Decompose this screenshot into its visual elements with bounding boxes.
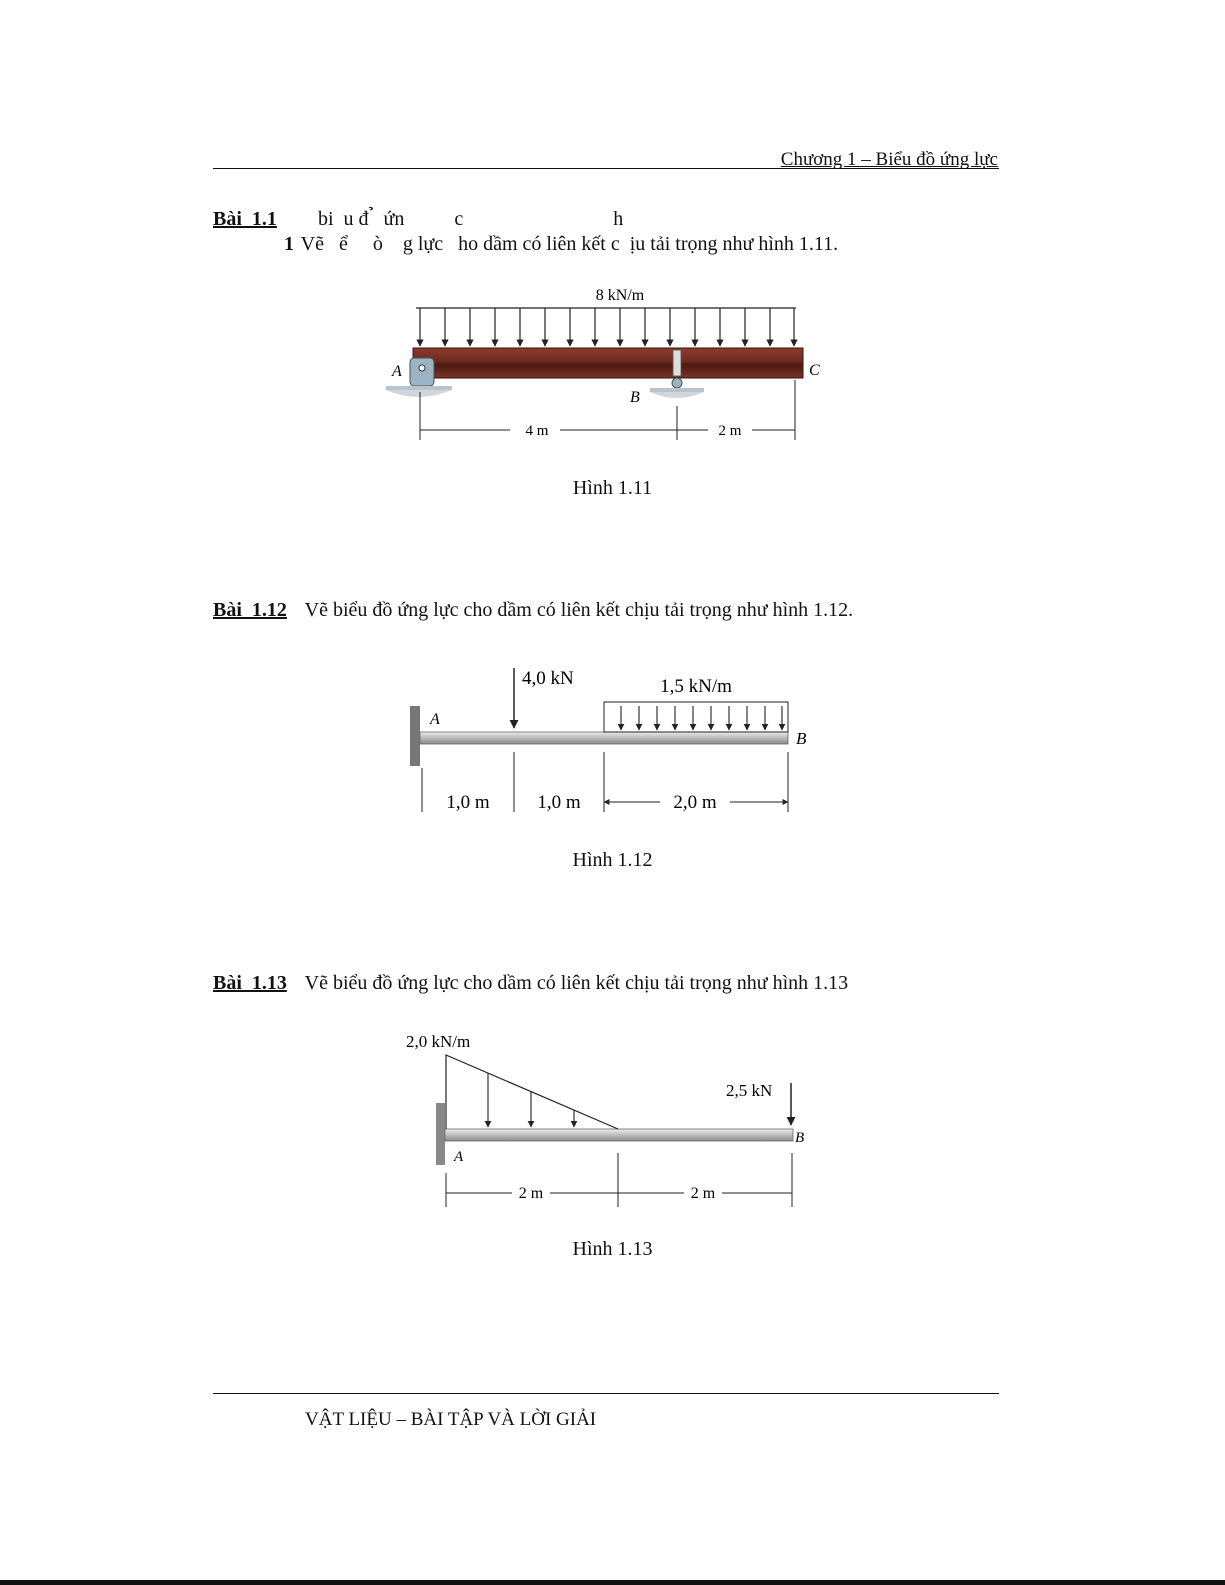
dim-label: 2 m [718,423,742,439]
tri-load-label: 2,0 kN/m [406,1032,471,1051]
problem-number: 1 [284,233,294,255]
figure-1-12 [400,660,840,825]
dim-label: 2 m [518,1185,544,1202]
point-load-label: 4,0 kN [522,668,574,689]
label-c: C [809,362,820,379]
dim-label: 2 m [690,1185,716,1202]
footer-rule [213,1393,999,1394]
problem-text: Vẽ biểu đồ ứng lực cho dầm có liên kết chịu tải trọng như hình 1.12. [300,599,854,621]
figure-caption: Hình 1.13 [572,1238,653,1260]
dist-load-label: 1,5 kN/m [660,676,732,697]
point-load-label: 2,5 kN [726,1081,773,1100]
figure-caption: Hình 1.11 [572,477,653,499]
dim-label: 1,0 m [446,792,490,813]
problem-label: Bài 1.13 [213,972,287,994]
problem-label: Bài 1.1 [213,208,277,230]
chapter-header: Chương 1 – Biểu đồ ứng lực [780,149,998,170]
figure-1-13 [400,1025,830,1215]
label-b: B [795,1130,805,1146]
problem-label: Bài 1.12 [213,599,287,621]
page-edge [0,1580,1225,1585]
label-a: A [430,711,440,728]
dim-label: 4 m [525,423,549,439]
dim-label: 2,0 m [673,792,717,813]
label-b: B [630,389,640,406]
figure-1-11 [380,280,830,450]
footer-text: VẬT LIỆU – BÀI TẬP VÀ LỜI GIẢI [305,1409,597,1430]
problem-text: Vẽ biểu đồ ứng lực cho dầm có liên kết chịu tải trọng như hình 1.13 [300,972,849,994]
label-b: B [796,729,807,748]
label-a: A [392,363,402,380]
header-rule [213,168,999,169]
figure-caption: Hình 1.12 [572,849,653,871]
problem-text: Vẽ ể ò g lực ho dầm có liên kết c ịu tải trọng như hình 1.11. [296,233,839,255]
load-label: 8 kN/m [595,287,645,304]
dim-label: 1,0 m [537,792,581,813]
problem-text: bi u đ ̉ ứn c h [298,208,624,230]
label-a: A [454,1149,464,1165]
